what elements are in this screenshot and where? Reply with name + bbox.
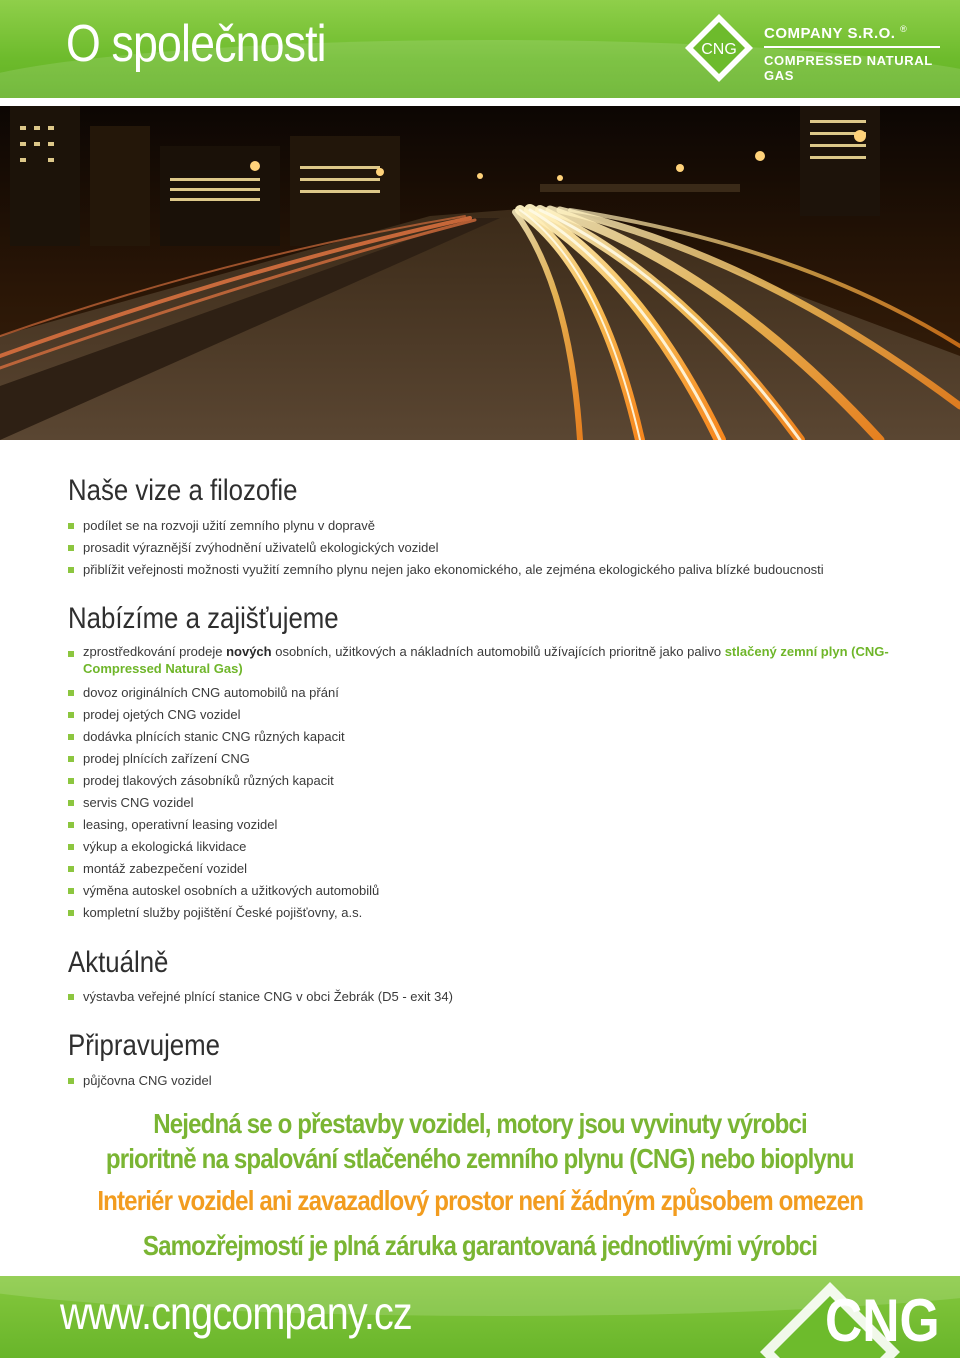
list-item: půjčovna CNG vozidel — [68, 1070, 898, 1092]
slogan-line-1 — [0, 1108, 960, 1140]
list-item: přiblížit veřejnosti možnosti využití zemního plynu nejen jako ekonomického, ale zejména ekologického paliva blízké budoucnosti — [68, 559, 898, 581]
slogan-line-3 — [0, 1185, 960, 1217]
aktualne-list — [68, 986, 898, 1008]
list-item: leasing, operativní leasing vozidel — [68, 814, 898, 836]
list-item: dodávka plnících stanic CNG různých kapacit — [68, 726, 898, 748]
page-header — [0, 0, 960, 98]
list-item: výstavba veřejné plnící stanice CNG v obci Žebrák (D5 - exit 34) — [68, 986, 898, 1008]
list-item: servis CNG vozidel — [68, 792, 898, 814]
footer-cng-mark: CNG — [825, 1287, 940, 1354]
website-link[interactable]: www.cngcompany.cz — [60, 1287, 412, 1339]
registered-mark: ® — [900, 24, 908, 34]
logo-company: COMPANY S.R.O. — [764, 25, 896, 42]
slogan-text: prioritně na spalování stlačeného zemního plynu (CNG) nebo bioplynu — [106, 1143, 854, 1174]
list-item: montáž zabezpečení vozidel — [68, 858, 898, 880]
page-footer — [0, 1276, 960, 1358]
list-item: prodej ojetých CNG vozidel — [68, 704, 898, 726]
item-highlight-text: stlačený zemní plyn (CNG-Compressed Natural Gas) — [83, 644, 889, 676]
heading-pripravujeme: Připravujeme — [68, 1029, 220, 1062]
logo-divider — [764, 46, 940, 48]
list-item-featured — [68, 643, 898, 682]
nabizime-list — [68, 643, 898, 924]
list-item: výměna autoskel osobních a užitkových automobilů — [68, 880, 898, 902]
list-item: prodej tlakových zásobníků různých kapacit — [68, 770, 898, 792]
page-title: O společnosti — [66, 15, 326, 73]
slogan-text: Samozřejmostí je plná záruka garantovaná jednotlivými výrobci — [142, 1230, 818, 1261]
item-text: zprostředkování prodeje — [83, 644, 227, 659]
pripravujeme-list — [68, 1070, 898, 1092]
item-bold-text: nových — [226, 644, 272, 659]
list-item: prodej plnících zařízení CNG — [68, 748, 898, 770]
highway-illustration — [0, 106, 960, 440]
list-item: dovoz originálních CNG automobilů na přání — [68, 682, 898, 704]
list-item: prosadit výraznější zvýhodnění uživatelů ekologických vozidel — [68, 537, 898, 559]
item-text: osobních, užitkových a nákladních automobilů užívajících prioritně jako palivo — [271, 644, 725, 659]
vize-list — [68, 515, 898, 581]
slogan-line-4 — [0, 1230, 960, 1262]
list-item: kompletní služby pojištění České pojišťovny, a.s. — [68, 902, 898, 924]
heading-vize: Naše vize a filozofie — [68, 474, 298, 507]
list-item: podílet se na rozvoji užití zemního plynu v dopravě — [68, 515, 898, 537]
logo-text — [764, 24, 960, 83]
slogan-text: Nejedná se o přestavby vozidel, motory jsou vyvinuty výrobci — [153, 1108, 807, 1139]
logo-tagline: COMPRESSED NATURAL GAS — [764, 53, 933, 83]
slogan-line-2 — [0, 1143, 960, 1175]
slogan-text: Interiér vozidel ani zavazadlový prostor není žádným způsobem omezen — [97, 1185, 863, 1216]
cng-logo-icon — [683, 12, 755, 84]
highway-night-photo — [0, 106, 960, 440]
list-item: výkup a ekologická likvidace — [68, 836, 898, 858]
heading-nabizime: Nabízíme a zajišťujeme — [68, 602, 339, 635]
logo-mark: CNG — [701, 41, 737, 58]
heading-aktualne: Aktuálně — [68, 946, 169, 979]
